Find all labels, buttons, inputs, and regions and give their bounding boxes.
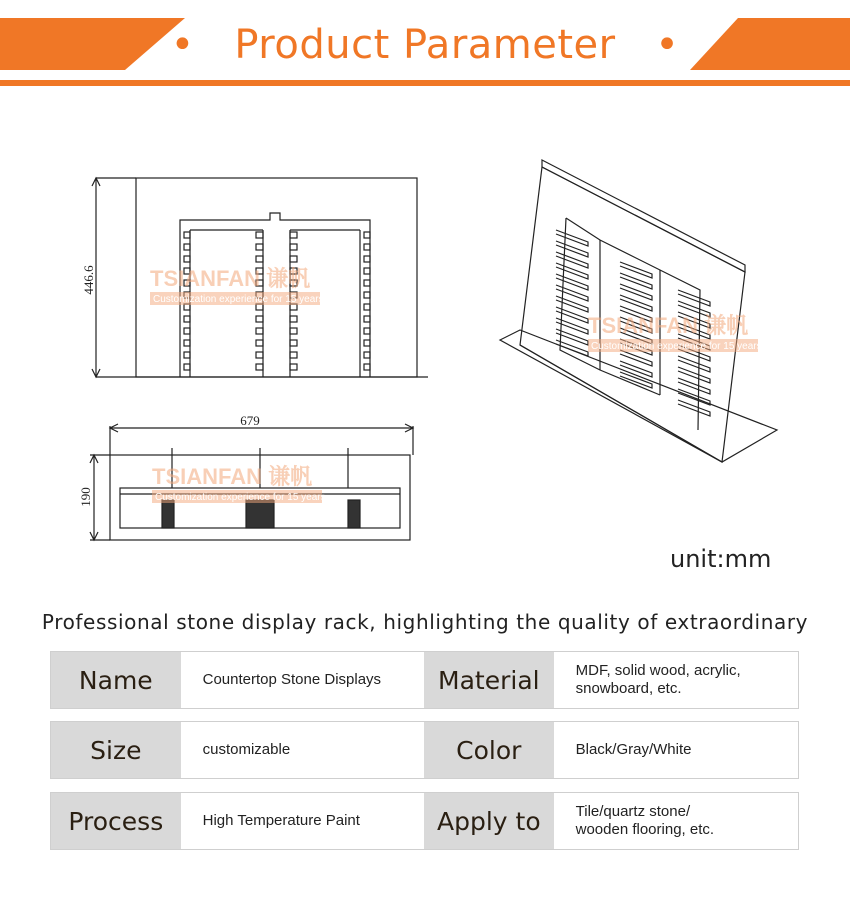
param-key: Process <box>51 793 181 849</box>
title-bullet-right: • <box>655 22 680 68</box>
rack-tooth <box>678 356 710 372</box>
banner-underline <box>0 80 850 86</box>
param-key: Material <box>424 652 554 708</box>
rack-tooth <box>364 244 370 250</box>
rack-tooth <box>556 263 588 279</box>
rack-tooth <box>678 367 710 383</box>
watermark-sub-text: Customization experience for 15 years <box>153 294 324 305</box>
rack-tooth <box>620 284 652 300</box>
rack-tooth <box>364 328 370 334</box>
rack-tooth <box>256 256 263 262</box>
unit-label: unit:mm <box>670 545 772 573</box>
watermark-3 <box>152 464 326 503</box>
param-value: Countertop Stone Displays <box>181 652 424 708</box>
watermark-brand-text: TSIANFAN 谦帆 <box>150 266 311 291</box>
width-dimension-label: 679 <box>240 413 260 428</box>
title-bullet-left: • <box>170 22 195 68</box>
rack-tooth <box>184 328 190 334</box>
rack-tooth <box>678 389 710 405</box>
rack-tooth <box>184 256 190 262</box>
param-row <box>50 721 799 779</box>
rack-tooth <box>184 352 190 358</box>
rack-tooth <box>290 244 297 250</box>
param-key: Color <box>424 722 554 778</box>
rack-tooth <box>678 290 710 306</box>
rack-tooth <box>184 340 190 346</box>
param-value: customizable <box>181 722 424 778</box>
perspective-view <box>500 160 777 462</box>
rack-tooth <box>184 232 190 238</box>
watermark-2 <box>588 313 762 352</box>
param-row <box>50 651 799 709</box>
rack-tooth <box>364 316 370 322</box>
rack-tooth <box>364 352 370 358</box>
rack-tooth <box>184 364 190 370</box>
rack-tooth <box>620 273 652 289</box>
rack-tooth <box>256 328 263 334</box>
rack-tooth <box>556 241 588 257</box>
rack-tooth <box>678 378 710 394</box>
rack-tooth <box>256 352 263 358</box>
rack-tooth <box>290 340 297 346</box>
watermark-sub-text: Customization experience for 15 years <box>155 492 326 503</box>
rack-tooth <box>184 244 190 250</box>
rack-tooth <box>256 364 263 370</box>
param-value: High Temperature Paint <box>181 793 424 849</box>
rack-tooth <box>256 232 263 238</box>
rack-tooth <box>364 232 370 238</box>
watermark-1 <box>150 266 324 305</box>
rack-tooth <box>364 304 370 310</box>
rack-tooth <box>556 285 588 301</box>
watermark-brand-text: TSIANFAN 谦帆 <box>152 464 313 489</box>
rack-tooth <box>256 244 263 250</box>
title-text: Product Parameter <box>234 22 616 68</box>
param-key: Name <box>51 652 181 708</box>
rack-tooth <box>290 364 297 370</box>
rack-tooth <box>256 340 263 346</box>
rack-tooth <box>290 328 297 334</box>
rack-tooth <box>556 230 588 246</box>
technical-drawings <box>0 150 850 590</box>
rack-tooth <box>184 316 190 322</box>
param-key: Apply to <box>424 793 554 849</box>
height-dimension-label: 446.6 <box>81 265 96 295</box>
rack-tooth <box>556 296 588 312</box>
rack-tooth <box>556 340 588 356</box>
depth-dimension-label: 190 <box>78 487 93 507</box>
watermark-brand-text: TSIANFAN 谦帆 <box>588 313 749 338</box>
page-title <box>0 22 850 68</box>
param-key: Size <box>51 722 181 778</box>
rack-tooth <box>364 364 370 370</box>
rack-tooth <box>556 274 588 290</box>
rack-tooth <box>620 350 652 366</box>
rack-tooth <box>364 340 370 346</box>
rack-tooth <box>620 262 652 278</box>
rack-tooth <box>364 280 370 286</box>
rack-tooth <box>290 256 297 262</box>
rack-tooth <box>364 292 370 298</box>
param-value: Black/Gray/White <box>554 722 798 778</box>
param-value: MDF, solid wood, acrylic, snowboard, etc. <box>554 652 798 708</box>
param-row <box>50 792 799 850</box>
rack-tooth <box>290 352 297 358</box>
header-banner <box>0 0 850 90</box>
rack-tooth <box>620 295 652 311</box>
rack-tooth <box>290 316 297 322</box>
product-subtitle: Professional stone display rack, highlighting the quality of extraordinary <box>41 610 809 634</box>
param-value: Tile/quartz stone/ wooden flooring, etc. <box>554 793 798 849</box>
rack-tooth <box>364 256 370 262</box>
rack-tooth <box>256 316 263 322</box>
rack-tooth <box>364 268 370 274</box>
rack-tooth <box>290 232 297 238</box>
rack-tooth <box>556 252 588 268</box>
watermark-sub-text: Customization experience for 15 years <box>591 341 762 352</box>
